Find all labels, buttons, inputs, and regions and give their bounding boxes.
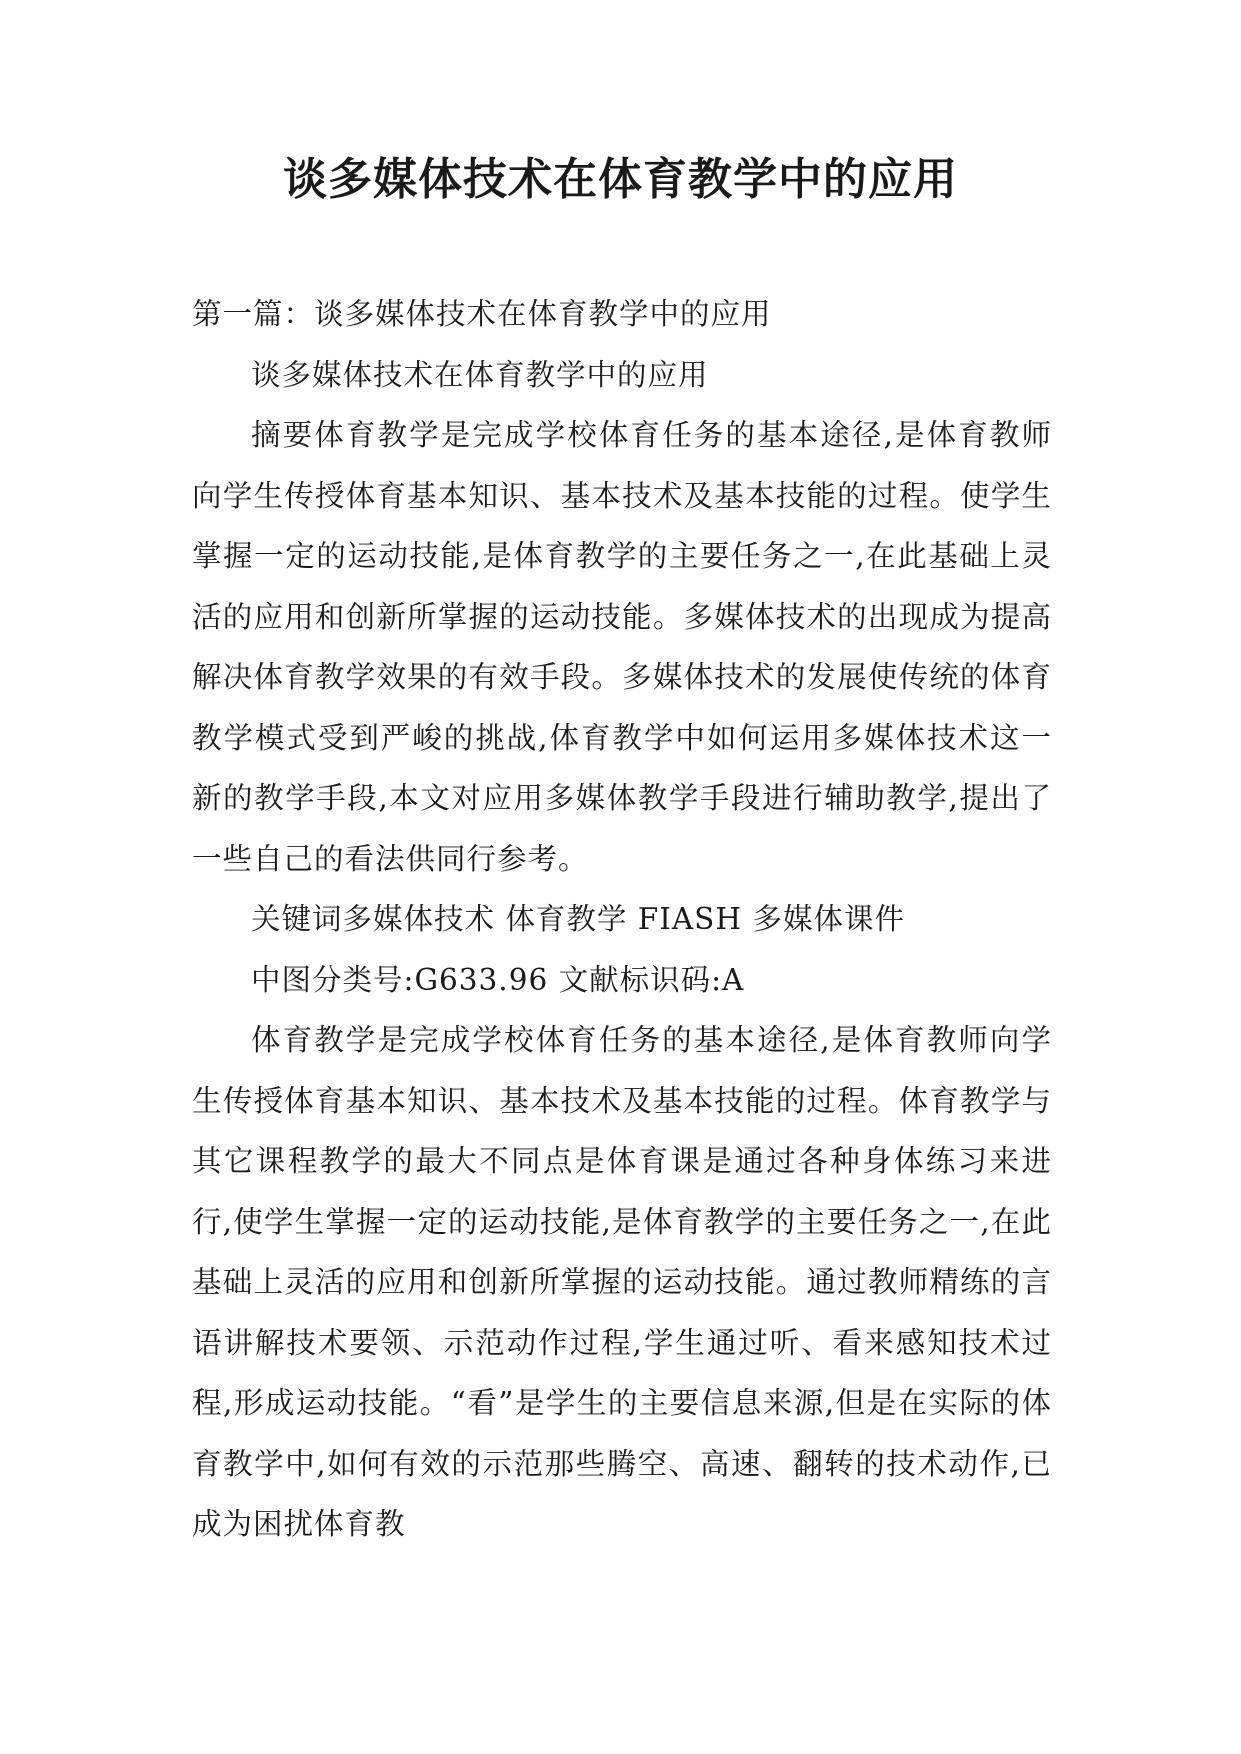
document-body (192, 284, 1052, 1555)
section-heading: 第一篇：谈多媒体技术在体育教学中的应用 (192, 297, 772, 331)
article-subtitle: 谈多媒体技术在体育教学中的应用 (251, 357, 709, 392)
keywords-line: 关键词多媒体技术 体育教学 FIASH 多媒体课件 (251, 902, 905, 936)
document-title: 谈多媒体技术在体育教学中的应用 (283, 154, 958, 205)
classification-line: 中图分类号:G633.96 文献标识码:A (251, 962, 745, 997)
body-paragraph: 体育教学是完成学校体育任务的基本途径,是体育教师向学生传授体育基本知识、基本技术及基本技能的过程。体育教学与其它课程教学的最大不同点是体育课是通过各种身体练习来进行,使学生掌握一定的运动技能,是体育教学的主要任务之一,在此基础上灵活的应用和创新所掌握的运动技能。通过教师精练的言语讲解技术要领、示范动作过程,学生通过听、看来感知技术过程,形成运动技能。“看”是学生的主要信息来源,但是在实际的体育教学中,如何有效的示范那些腾空、高速、翻转的技术动作,已成为困扰体育教 (192, 1023, 1052, 1541)
abstract-paragraph: 摘要体育教学是完成学校体育任务的基本途径,是体育教师向学生传授体育基本知识、基本技术及基本技能的过程。使学生掌握一定的运动技能,是体育教学的主要任务之一,在此基础上灵活的应用和创新所掌握的运动技能。多媒体技术的出现成为提高解决体育教学效果的有效手段。多媒体技术的发展使传统的体育教学模式受到严峻的挑战,体育教学中如何运用多媒体技术这一新的教学手段,本文对应用多媒体教学手段进行辅助教学,提出了一些自己的看法供同行参考。 (192, 418, 1052, 876)
